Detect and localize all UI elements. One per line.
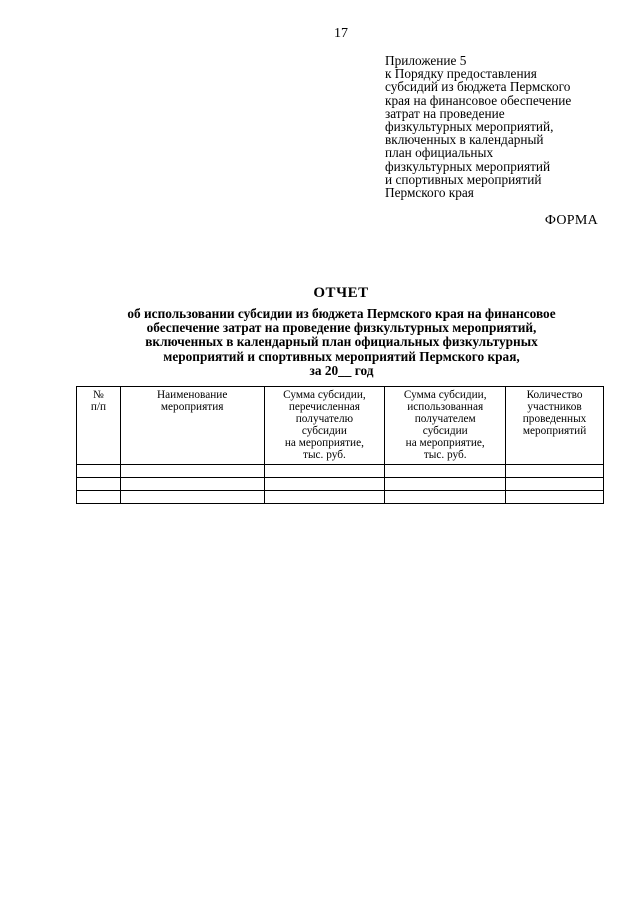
report-subtitle: [70, 307, 613, 378]
table-cell: [77, 477, 121, 490]
header-line: перечисленная: [288, 401, 360, 414]
header-line: субсидии: [422, 425, 468, 438]
table-header-row: [77, 387, 604, 465]
header-line: п/п: [90, 401, 107, 414]
table-cell: [506, 464, 604, 477]
header-line: мероприятий: [522, 425, 587, 438]
report-subtitle-line: за 20__ год: [309, 362, 374, 378]
appendix-line: физкультурных мероприятий: [385, 158, 551, 174]
table-cell: [77, 490, 121, 503]
header-line: Сумма субсидии,: [283, 389, 366, 401]
header-line: использованная: [407, 401, 484, 414]
appendix-line: к Порядку предоставления: [385, 66, 537, 82]
table-cell: [120, 490, 264, 503]
table-cell: [264, 490, 385, 503]
header-line: получателем: [414, 413, 476, 426]
table-row: [77, 490, 604, 503]
table-row: [77, 464, 604, 477]
table-cell: [506, 477, 604, 490]
column-header-transferred-amount: [264, 387, 385, 465]
appendix-line: план официальных: [385, 145, 494, 161]
column-header-number: [77, 387, 121, 465]
appendix-line: затрат на проведение: [385, 105, 505, 121]
column-header-event-name: [120, 387, 264, 465]
table-cell: [77, 464, 121, 477]
table-cell: [506, 490, 604, 503]
report-table: [76, 386, 604, 504]
page-number: 17: [334, 26, 348, 41]
header-line: тыс. руб.: [423, 449, 467, 462]
report-subtitle-line: включенных в календарный план официальных физкультурных: [145, 334, 538, 350]
column-header-participants: [506, 387, 604, 465]
header-line: на мероприятие,: [284, 437, 364, 450]
column-header-used-amount: [385, 387, 506, 465]
report-title: ОТЧЕТ: [313, 285, 369, 301]
header-line: получателю: [295, 413, 354, 426]
appendix-line: субсидий из бюджета Пермского: [385, 79, 571, 95]
header-line: на мероприятие,: [405, 437, 485, 450]
report-subtitle-line: мероприятий и спортивных мероприятий Пермского края,: [163, 348, 520, 364]
appendix-line: Пермского края: [385, 185, 474, 201]
header-line: Сумма субсидии,: [403, 389, 487, 401]
table-cell: [385, 464, 506, 477]
header-line: субсидии: [301, 425, 347, 438]
appendix-line: физкультурных мероприятий,: [385, 119, 554, 135]
header-line: участников: [527, 401, 582, 414]
appendix-line: края на финансовое обеспечение: [385, 92, 572, 108]
header-line: №: [93, 389, 104, 401]
header-line: тыс. руб.: [303, 449, 346, 462]
report-subtitle-line: об использовании субсидии из бюджета Пермского края на финансовое: [127, 306, 556, 321]
appendix-line: и спортивных мероприятий: [385, 171, 542, 187]
header-line: Количество: [526, 389, 583, 401]
report-subtitle-line: обеспечение затрат на проведение физкультурных мероприятий,: [146, 320, 537, 336]
appendix-block: [385, 54, 615, 199]
table-cell: [264, 464, 385, 477]
header-line: проведенных: [522, 413, 587, 426]
header-line: Наименование: [156, 389, 228, 401]
table-cell: [385, 490, 506, 503]
table-cell: [385, 477, 506, 490]
appendix-line: Приложение 5: [385, 53, 467, 68]
appendix-line: включенных в календарный: [385, 132, 544, 148]
table-cell: [120, 477, 264, 490]
table-cell: [264, 477, 385, 490]
forma-label: ФОРМА: [544, 213, 598, 228]
table-row: [77, 477, 604, 490]
table-cell: [120, 464, 264, 477]
header-line: мероприятия: [160, 401, 224, 414]
